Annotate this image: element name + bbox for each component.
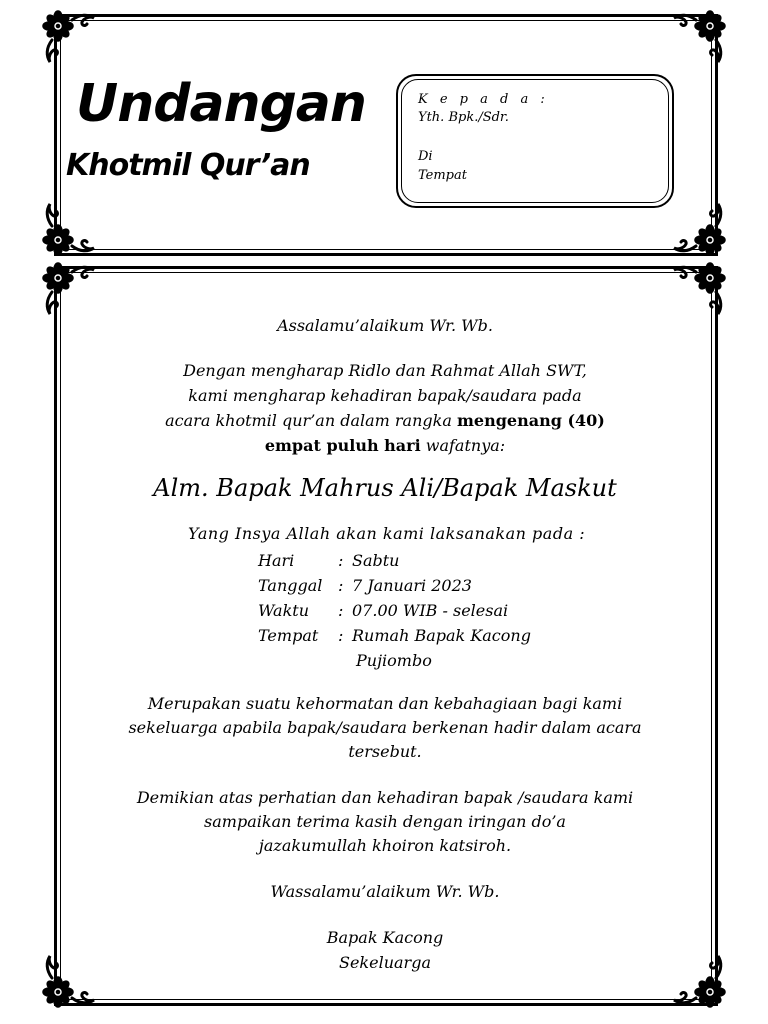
invitation-title: Undangan	[76, 74, 366, 134]
detail-label: Tanggal	[258, 576, 323, 595]
invitation-subtitle: Khotmil Qur’an	[66, 148, 310, 183]
detail-value: Sabtu	[352, 551, 400, 570]
thanks-line: jazakumullah khoiron katsiroh.	[258, 836, 512, 855]
intro-line	[80, 433, 690, 458]
deceased-name: Alm. Bapak Mahrus Ali/Bapak Maskut	[153, 474, 617, 502]
flower-ornament-icon	[670, 258, 730, 318]
detail-place-continuation: Pujiombo	[356, 651, 432, 670]
flower-ornament-icon	[670, 200, 730, 260]
detail-row-date	[258, 573, 531, 598]
flower-ornament-icon	[38, 6, 98, 66]
closing-paragraph	[100, 692, 670, 764]
intro-line	[80, 408, 690, 433]
signature-name: Bapak Kacong	[326, 928, 444, 947]
intro-paragraph	[80, 358, 690, 458]
intro-emphasis: mengenang (40)	[456, 411, 605, 430]
addressee-at-label: Di	[418, 149, 433, 164]
detail-separator: :	[338, 626, 344, 645]
event-details	[258, 548, 531, 673]
detail-label: Waktu	[258, 601, 310, 620]
thanks-paragraph	[100, 786, 670, 858]
flower-ornament-icon	[38, 258, 98, 318]
addressee-to-label: K e p a d a :	[418, 92, 549, 107]
intro-line: kami mengharap kehadiran bapak/saudara pada	[188, 386, 582, 405]
intro-text: wafatnya:	[420, 436, 506, 455]
schedule-lead: Yang Insya Allah akan kami laksanakan pada :	[188, 524, 586, 543]
detail-row-place	[258, 623, 531, 648]
opening-greeting: Assalamu’alaikum Wr. Wb.	[277, 316, 493, 335]
detail-separator: :	[338, 601, 344, 620]
detail-label: Hari	[258, 551, 295, 570]
detail-separator: :	[338, 551, 344, 570]
flower-ornament-icon	[38, 200, 98, 260]
detail-value: Rumah Bapak Kacong	[352, 626, 531, 645]
detail-row-time	[258, 598, 531, 623]
detail-label: Tempat	[258, 626, 319, 645]
intro-line: Dengan mengharap Ridlo dan Rahmat Allah SWT,	[183, 361, 587, 380]
detail-value: 07.00 WIB - selesai	[352, 601, 509, 620]
closing-line: tersebut.	[348, 742, 422, 761]
detail-row-day	[258, 548, 531, 573]
detail-value: 7 Januari 2023	[352, 576, 472, 595]
addressee-place: Tempat	[418, 168, 467, 183]
closing-line: Merupakan suatu kehormatan dan kebahagiaan bagi kami	[147, 694, 623, 713]
addressee-honorific: Yth. Bpk./Sdr.	[418, 110, 509, 125]
intro-emphasis: empat puluh hari	[264, 436, 421, 455]
thanks-line: Demikian atas perhatian dan kehadiran bapak /saudara kami	[136, 788, 634, 807]
intro-text: acara khotmil qur’an dalam rangka	[165, 411, 457, 430]
signature-family: Sekeluarga	[339, 953, 431, 972]
closing-greeting: Wassalamu’alaikum Wr. Wb.	[270, 882, 500, 901]
thanks-line: sampaikan terima kasih dengan iringan do’a	[204, 812, 566, 831]
addressee-box	[396, 74, 674, 208]
detail-separator: :	[338, 576, 344, 595]
closing-line: sekeluarga apabila bapak/saudara berkenan hadir dalam acara	[128, 718, 642, 737]
flower-ornament-icon	[670, 6, 730, 66]
